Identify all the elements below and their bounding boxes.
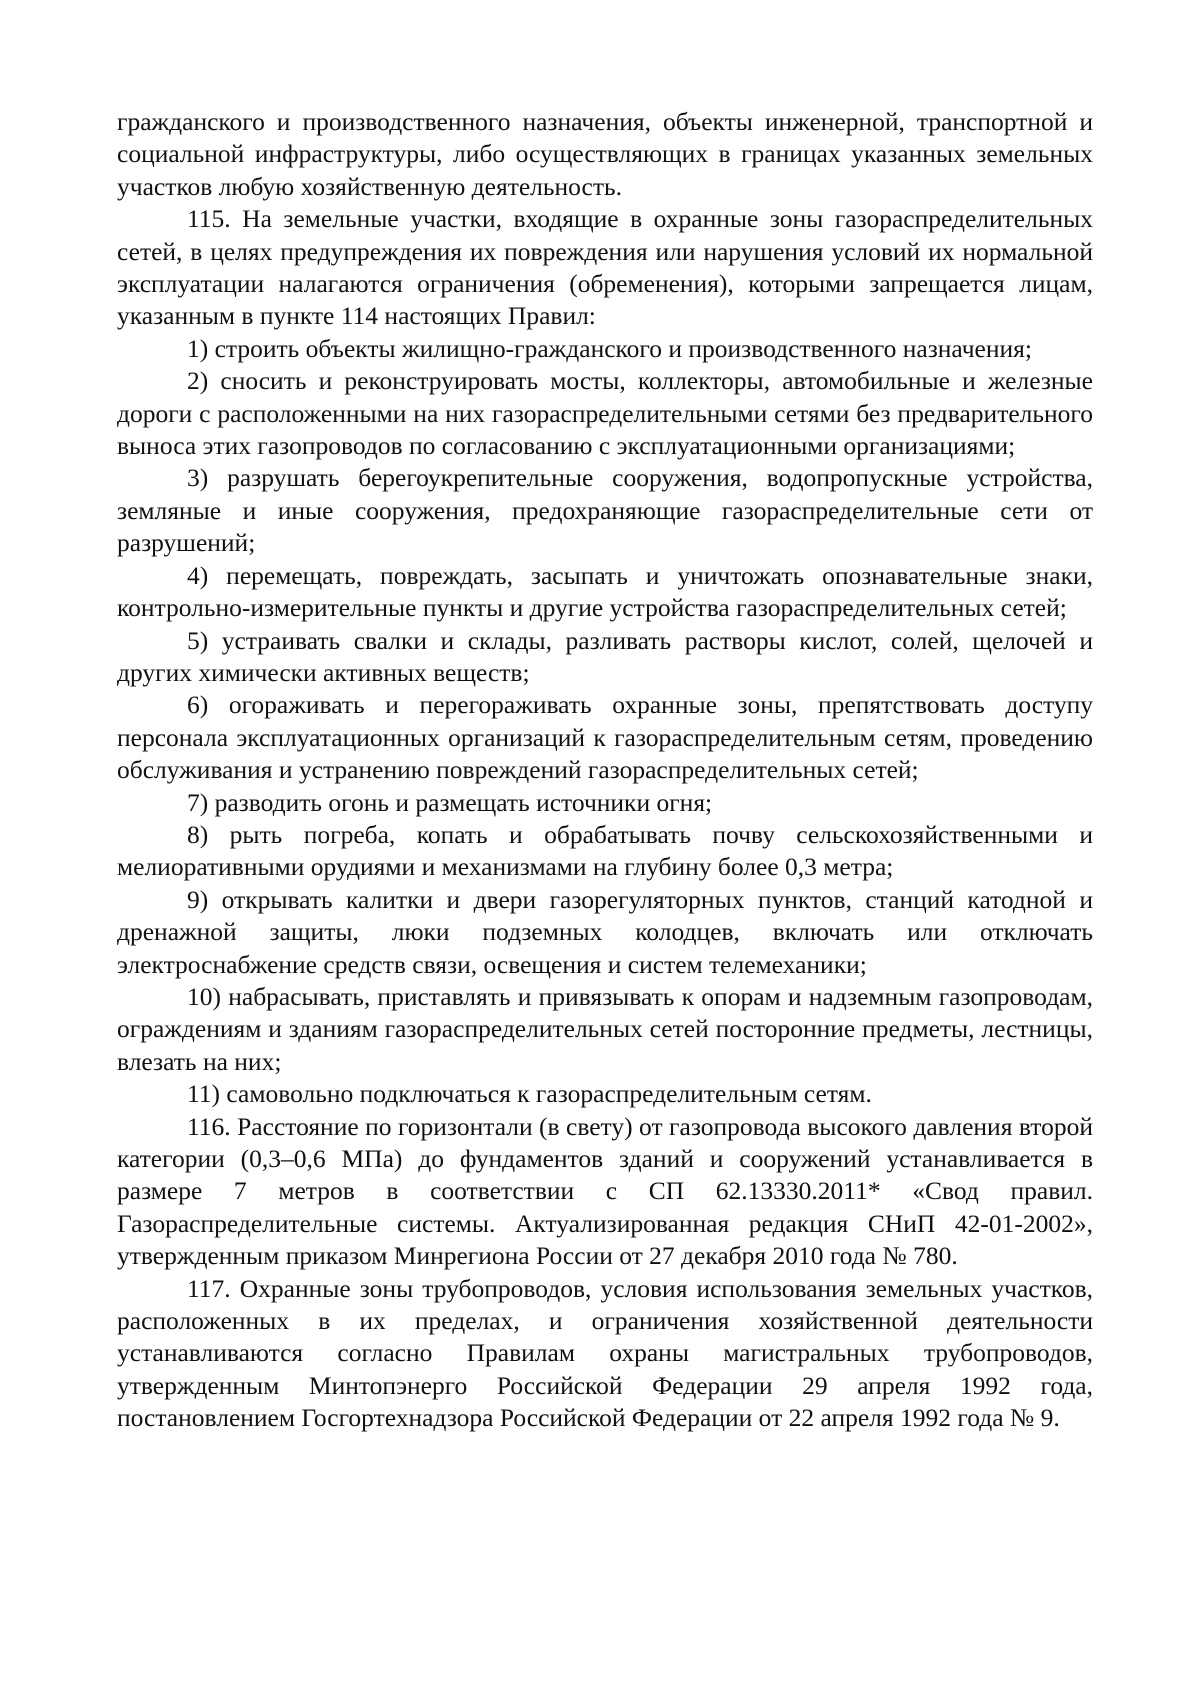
list-item-1: 1) строить объекты жилищно-гражданского и производственного назначения; [187, 333, 1032, 363]
document-page [117, 106, 1093, 1435]
list-item-2: 2) сносить и реконструировать мосты, коллекторы, автомобильные и железные дороги с расположенными на них газораспределительными сетями без предварительного выноса этих газопроводов по согласованию с эксплуатационными организациями; [117, 366, 1093, 461]
paragraph-116: 116. Расстояние по горизонтали (в свету) от газопровода высокого давления второй категории (0,3–0,6 МПа) до фундаментов зданий и сооружений устанавливается в размере 7 метров в соответствии с СП 62.13330.2011* «Свод правил. Газораспределительные системы. Актуализированная редакция СНиП 42-01-2002», утвержденным приказом Минрегиона России от 27 декабря 2010 года № 780. [117, 1111, 1093, 1271]
list-item-7: 7) разводить огонь и размещать источники огня; [187, 787, 713, 817]
list-item-3: 3) разрушать берегоукрепительные сооружения, водопропускные устройства, земляные и иные сооружения, предохраняющие газораспределительные сети от разрушений; [117, 463, 1093, 558]
list-item-11: 11) самовольно подключаться к газораспределительным сетям. [187, 1079, 872, 1109]
list-item-8: 8) рыть погреба, копать и обрабатывать почву сельскохозяйственными и мелиоративными орудиями и механизмами на глубину более 0,3 метра; [117, 819, 1093, 882]
list-item-9: 9) открывать калитки и двери газорегуляторных пунктов, станций катодной и дренажной защиты, люки подземных колодцев, включать или отключать электроснабжение средств связи, освещения и систем телемеханики; [117, 884, 1093, 979]
paragraph-115: 115. На земельные участки, входящие в охранные зоны газораспределительных сетей, в целях предупреждения их повреждения или нарушения условий их нормальной эксплуатации налагаются ограничения (обременения), которыми запрещается лицам, указанным в пункте 114 настоящих Правил: [117, 204, 1093, 331]
paragraph-117: 117. Охранные зоны трубопроводов, условия использования земельных участков, расположенных в их пределах, и ограничения хозяйственной деятельности устанавливаются согласно Правилам охраны магистральных трубопроводов, утвержденным Минтопэнерго Российской Федерации 29 апреля 1992 года, постановлением Госгортехнадзора Российской Федерации от 22 апреля 1992 года № 9. [117, 1273, 1093, 1433]
list-item-6: 6) огораживать и перегораживать охранные зоны, препятствовать доступу персонала эксплуатационных организаций к газораспределительным сетям, проведению обслуживания и устранению повреждений газораспределительных сетей; [117, 690, 1093, 785]
paragraph-continuation: гражданского и производственного назначения, объекты инженерной, транспортной и социальной инфраструктуры, либо осуществляющих в границах указанных земельных участков любую хозяйственную деятельность. [117, 107, 1093, 201]
list-item-10: 10) набрасывать, приставлять и привязывать к опорам и надземным газопроводам, ограждениям и зданиям газораспределительных сетей посторонние предметы, лестницы, влезать на них; [117, 981, 1093, 1076]
list-item-4: 4) перемещать, повреждать, засыпать и уничтожать опознавательные знаки, контрольно-измерительные пункты и другие устройства газораспределительных сетей; [117, 560, 1093, 623]
list-item-5: 5) устраивать свалки и склады, разливать растворы кислот, солей, щелочей и других химически активных веществ; [117, 625, 1093, 687]
